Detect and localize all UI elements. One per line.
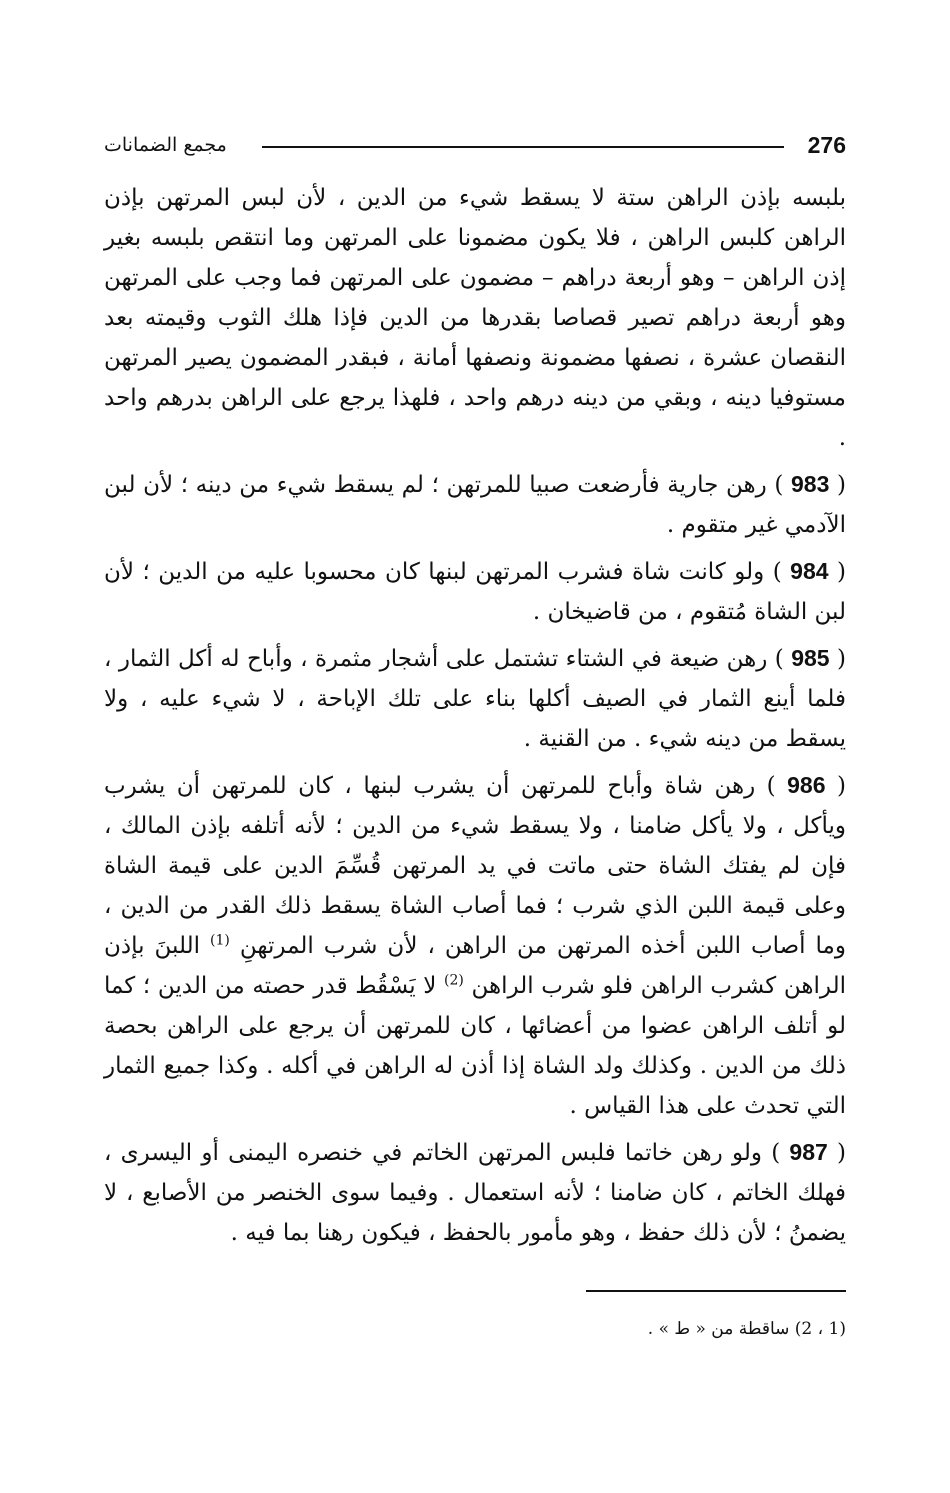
header-rule — [262, 146, 784, 148]
footnote-rule — [586, 1290, 846, 1292]
footnote — [104, 1314, 846, 1344]
entry-number: 985 — [791, 645, 830, 671]
page-number: 276 — [807, 132, 846, 158]
entry-985: ( 985 ) رهن ضيعة في الشتاء تشتمل على أشجار مثمرة ، وأباح له أكل الثمار ، فلما أينع الثمار في الصيف أكلها بناء على تلك الإباحة ، لا شيء عليه ، ولا يسقط من دينه شيء . من القنية . — [104, 645, 846, 752]
page-header — [104, 128, 846, 168]
entry-number: 984 — [790, 558, 829, 584]
paragraph-text: رهن ضيعة في الشتاء تشتمل على أشجار مثمرة ، وأباح له أكل الثمار ، فلما أينع الثمار في الصيف أكلها بناء على تلك الإباحة ، لا شيء عليه ، ولا يسقط من دينه شيء . من القنية . — [104, 646, 846, 752]
paragraph-continuation — [104, 178, 846, 458]
entry-983: ( 983 ) رهن جارية فأرضعت صبيا للمرتهن ؛ لم يسقط شيء من دينه ؛ لأن لبن الآدمي غير متقوم . — [104, 471, 846, 538]
paragraph-text: بلبسه بإذن الراهن ستة لا يسقط شيء من الدين ، لأن لبس المرتهن بإذن الراهن كلبس الراهن ، فلا يكون مضمونا على المرتهن وما انتقص بلبسه بغير إذن الراهن – وهو أربعة دراهم – مضمون على المرتهن فما وجب على المرتهن وهو أربعة دراهم تصير قصاصا بقدرها من الدين فإذا هلك الثوب وقيمته بعد النقصان عشرة ، نصفها مضمونة ونصفها أمانة ، فبقدر المضمون يصير المرتهن مستوفيا دينه ، وبقي من دينه درهم واحد ، فلهذا يرجع على الراهن بدرهم واحد . — [104, 185, 846, 451]
entry-987: ( 987 ) ولو رهن خاتما فلبس المرتهن الخاتم في خنصره اليمنى أو اليسرى ، فهلك الخاتم ، كان ضامنا ؛ لأنه استعمال . وفيما سوى الخنصر من الأصابع ، لا يضمنُ ؛ لأن ذلك حفظ ، وهو مأمور بالحفظ ، فيكون رهنا بما فيه . — [104, 1139, 846, 1246]
paragraph-text: لا يَسْقُط قدر حصته من الدين ؛ كما لو أتلف الراهن عضوا من أعضائها ، كان للمرتهن أن يرجع على الراهن بحصة ذلك من الدين . وكذلك ولد الشاة إذا أذن له الراهن في أكله . وكذا جميع الثمار التي تحدث على هذا القياس . — [104, 973, 846, 1119]
paragraph-text: رهن شاة وأباح للمرتهن أن يشرب لبنها ، كان للمرتهن أن يشرب ويأكل ، ولا يأكل ضامنا ، ولا يسقط شيء من الدين ؛ لأنه أتلفه بإذن المالك ، فإن لم يفتك الشاة حتى ماتت في يد المرتهن قُسِّمَ الدين على قيمة الشاة وعلى قيمة اللبن الذي شرب ؛ فما أصاب الشاة يسقط ذلك القدر من الدين ، وما أصاب اللبن أخذه المرتهن من الراهن ، لأن شرب المرتهنِ — [104, 773, 846, 959]
footnote-ref-2: (2) — [444, 972, 464, 989]
entry-number: 986 — [787, 772, 826, 798]
footnote-text: (1 ، 2) ساقطة من « ط » . — [647, 1319, 846, 1339]
footnote-ref-1: (1) — [210, 932, 230, 949]
running-title: مجمع الضمانات — [104, 134, 227, 156]
main-text — [104, 178, 846, 1259]
paragraph-text: اللبنَ بإذن الراهن كشرب الراهن فلو شرب الراهن — [104, 933, 846, 999]
entry-number: 983 — [791, 471, 830, 497]
entry-986: ( 986 ) رهن شاة وأباح للمرتهن أن يشرب لبنها ، كان للمرتهن أن يشرب ويأكل ، ولا يأكل ضامنا ، ولا يسقط شيء من الدين ؛ لأنه أتلفه بإذن المالك ، فإن لم يفتك الشاة حتى ماتت في يد المرتهن قُسِّمَ الدين على قيمة الشاة وعلى قيمة اللبن الذي شرب ؛ فما أصاب الشاة يسقط ذلك القدر من الدين ، وما أصاب اللبن أخذه المرتهن من الراهن ، لأن شرب المرتهنِ $^{(1)}$ اللبنَ بإذن الراهن كشرب الراهن فلو شرب الراهن $^{(2)}$ لا يَسْقُط قدر حصته من الدين ؛ كما لو أتلف الراهن عضوا من أعضائها ، كان للمرتهن أن يرجع على الراهن بحصة ذلك من الدين . وكذلك ولد الشاة إذا أذن له الراهن في أكله . وكذا جميع الثمار التي تحدث على هذا القياس . — [104, 772, 846, 1119]
paragraph-text: ولو كانت شاة فشرب المرتهن لبنها كان محسوبا عليه من الدين ؛ لأن لبن الشاة مُتقوم ، من قاضيخان . — [104, 559, 846, 625]
paragraph-text: رهن جارية فأرضعت صبيا للمرتهن ؛ لم يسقط شيء من دينه ؛ لأن لبن الآدمي غير متقوم . — [104, 472, 846, 538]
entry-984: ( 984 ) ولو كانت شاة فشرب المرتهن لبنها كان محسوبا عليه من الدين ؛ لأن لبن الشاة مُتقوم ، من قاضيخان . — [104, 558, 846, 625]
entry-number: 987 — [789, 1139, 828, 1165]
paragraph-text: ولو رهن خاتما فلبس المرتهن الخاتم في خنصره اليمنى أو اليسرى ، فهلك الخاتم ، كان ضامنا ؛ لأنه استعمال . وفيما سوى الخنصر من الأصابع ، لا يضمنُ ؛ لأن ذلك حفظ ، وهو مأمور بالحفظ ، فيكون رهنا بما فيه . — [104, 1140, 846, 1246]
